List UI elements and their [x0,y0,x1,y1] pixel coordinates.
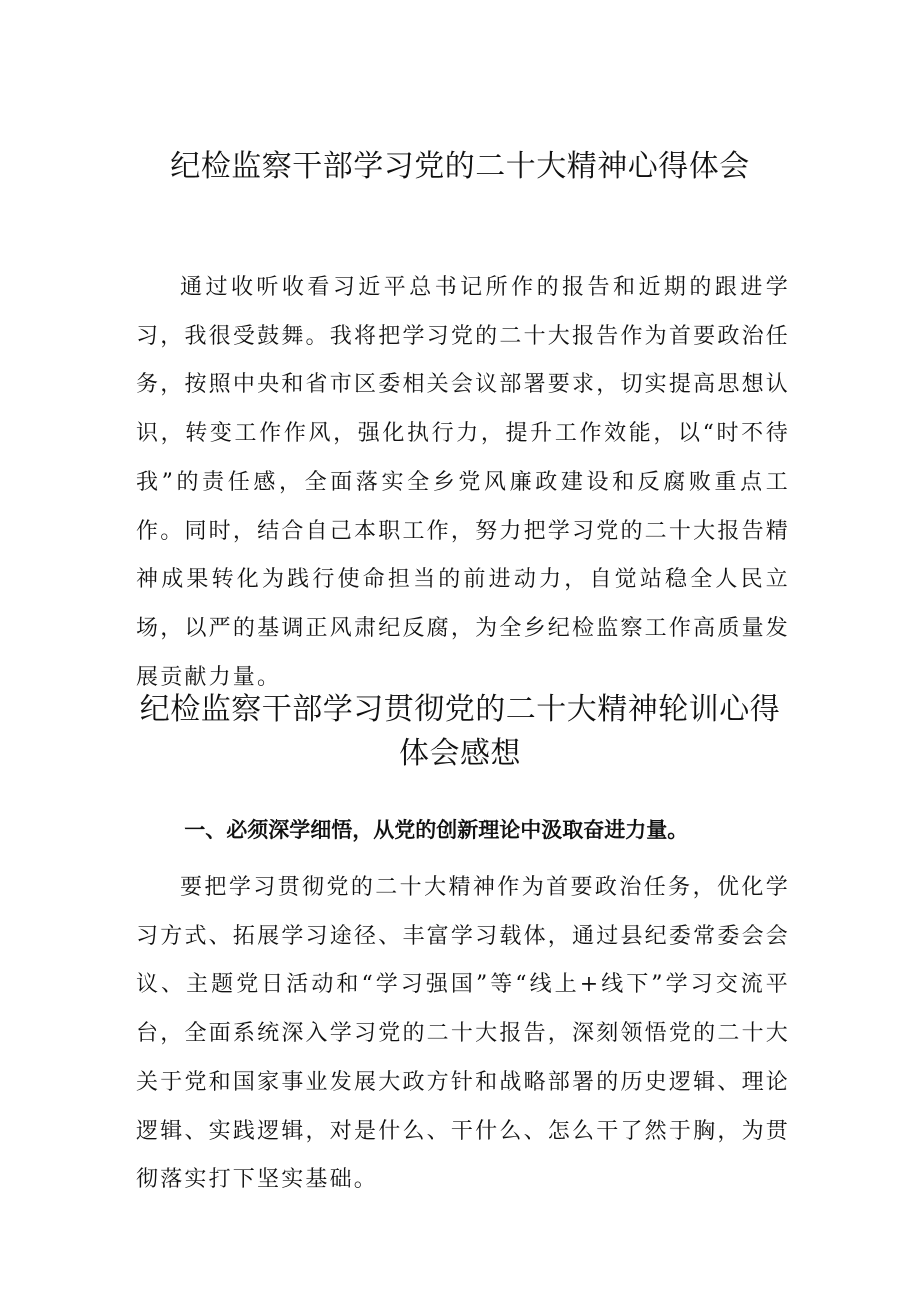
section2-title: 纪检监察干部学习贯彻党的二十大精神轮训心得体会感想 [139,692,781,771]
section2-paragraph: 要把学习贯彻党的二十大精神作为首要政治任务，优化学习方式、拓展学习途径、丰富学习载体，通过县纪委常委会会议、主题党日活动和“学习强国”等“线上+线下”学习交流平台，全面系统深入学习党的二十大报告，深刻领悟党的二十大关于党和国家事业发展大政方针和战略部署的历史逻辑、理论逻辑、实践逻辑，对是什么、干什么、怎么干了然于胸，为贯彻落实打下坚实基础。 [136,875,790,1193]
section1-paragraph: 通过收听收看习近平总书记所作的报告和近期的跟进学习，我很受鼓舞。我将把学习党的二十大报告作为首要政治任务，按照中央和省市区委相关会议部署要求，切实提高思想认识，转变工作作风，强化执行力，提升工作效能，以“时不待我”的责任感，全面落实全乡党风廉政建设和反腐败重点工作。同时，结合自己本职工作，努力把学习党的二十大报告精神成果转化为践行使命担当的前进动力，自觉站稳全人民立场，以严的基调正风肃纪反腐，为全乡纪检监察工作高质量发展贡献力量。 [136,275,790,690]
section1-title: 纪检监察干部学习党的二十大精神心得体会 [170,149,750,184]
section2-subheading: 一、必须深学细悟，从党的创新理论中汲取奋进力量。 [184,818,689,842]
